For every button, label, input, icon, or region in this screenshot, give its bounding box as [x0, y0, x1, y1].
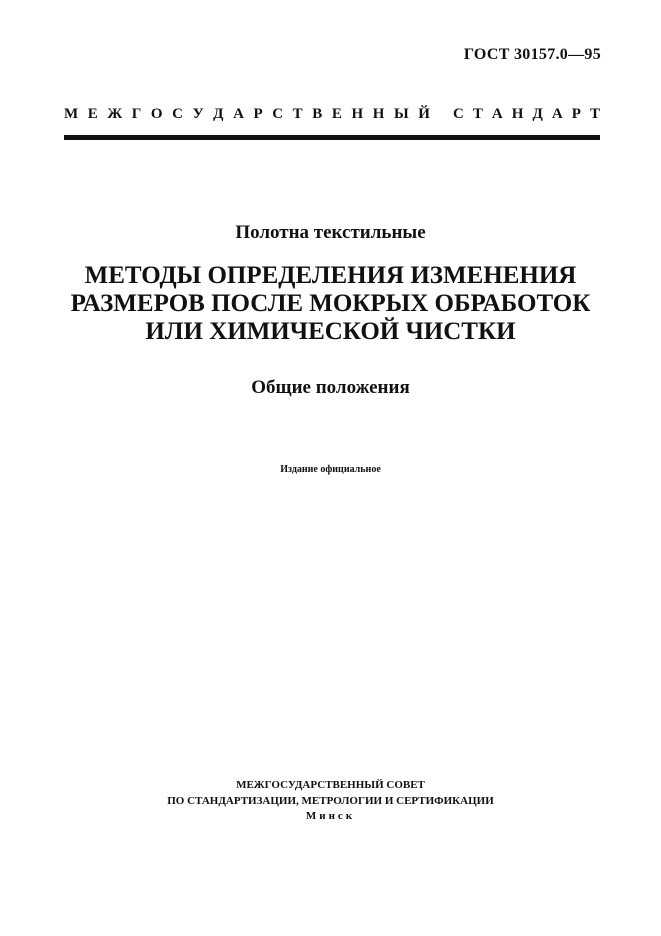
publisher-line: МЕЖГОСУДАРСТВЕННЫЙ СОВЕТ: [236, 779, 425, 791]
heading-letter: Н: [351, 106, 364, 122]
heading-letter: Н: [372, 106, 385, 122]
heading-letter: Е: [331, 106, 342, 122]
heading-letter: У: [192, 106, 204, 122]
heading-letter: В: [312, 106, 323, 122]
document-subtitle: Полотна текстильные: [235, 222, 426, 243]
publisher-block: [0, 778, 661, 825]
edition-note: Издание официальное: [280, 464, 381, 475]
header-rule: [64, 135, 600, 140]
heading-letter: Й: [418, 106, 430, 122]
heading-letter: Т: [589, 106, 600, 122]
heading-letter: М: [64, 106, 79, 122]
heading-letter: Е: [87, 106, 98, 122]
heading-letter: Р: [253, 106, 263, 122]
heading-letter: Т: [292, 106, 303, 122]
publisher-city: Минск: [305, 810, 356, 822]
heading-letter: Р: [571, 106, 581, 122]
standard-type-heading: [64, 106, 600, 123]
publisher-line: ПО СТАНДАРТИЗАЦИИ, МЕТРОЛОГИИ И СЕРТИФИКАЦИИ: [167, 794, 494, 807]
heading-letter: Ы: [393, 106, 409, 122]
heading-letter: Г: [131, 106, 142, 122]
heading-letter: С: [453, 106, 464, 122]
heading-letter: Т: [472, 106, 483, 122]
heading-letter: Д: [213, 106, 224, 122]
heading-letter: С: [272, 106, 284, 122]
main-title-line: ИЛИ ХИМИЧЕСКОЙ ЧИСТКИ: [145, 318, 516, 345]
standard-type-word-interstate: [64, 106, 430, 123]
heading-letter: А: [491, 106, 503, 122]
heading-letter: О: [150, 106, 163, 122]
main-title-line: РАЗМЕРОВ ПОСЛЕ МОКРЫХ ОБРАБОТОК: [70, 290, 591, 317]
heading-letter: А: [551, 106, 563, 122]
heading-letter: Ж: [107, 106, 123, 122]
main-title-line: МЕТОДЫ ОПРЕДЕЛЕНИЯ ИЗМЕНЕНИЯ: [84, 262, 577, 289]
standard-number: ГОСТ 30157.0—95: [463, 46, 601, 63]
standard-type-word-standard: [453, 106, 600, 123]
heading-letter: С: [172, 106, 183, 122]
document-main-title: [0, 262, 661, 346]
heading-letter: А: [233, 106, 244, 122]
heading-letter: Д: [532, 106, 543, 122]
section-title: Общие положения: [251, 377, 410, 398]
heading-letter: Н: [511, 106, 524, 122]
